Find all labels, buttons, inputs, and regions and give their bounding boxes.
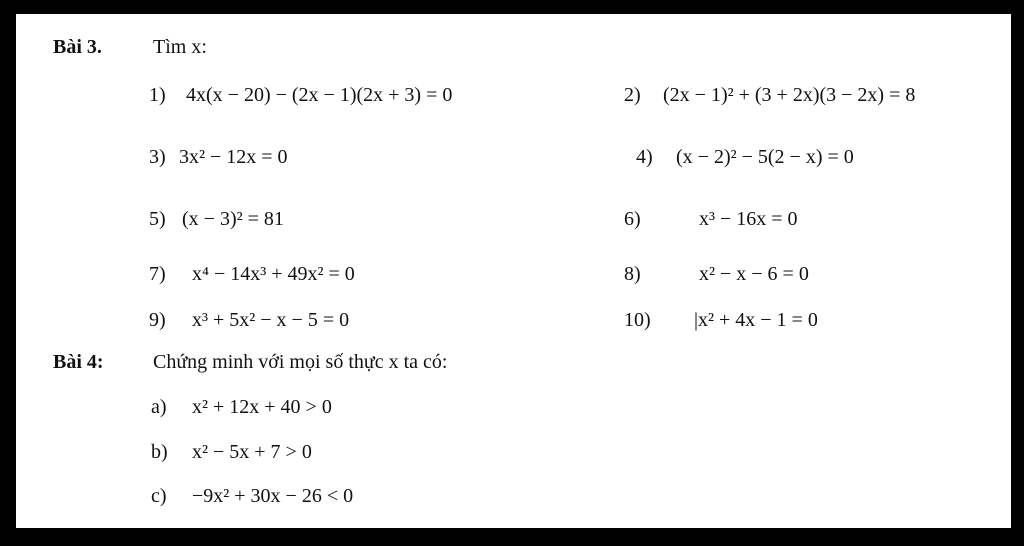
problem-expression: |x² + 4x − 1 = 0 bbox=[694, 309, 818, 331]
problem-expression: (x − 2)² − 5(2 − x) = 0 bbox=[676, 146, 854, 168]
exercise-3-heading: Bài 3. bbox=[53, 36, 102, 58]
problem-number: a) bbox=[151, 396, 167, 418]
problem-number: 2) bbox=[624, 84, 641, 106]
problem-expression: x² − x − 6 = 0 bbox=[699, 263, 809, 285]
problem-expression: x³ − 16x = 0 bbox=[699, 208, 798, 230]
exercise-3-instruction: Tìm x: bbox=[153, 36, 207, 58]
problem-number: c) bbox=[151, 485, 167, 507]
problem-number: 6) bbox=[624, 208, 641, 230]
problem-number: 9) bbox=[149, 309, 166, 331]
problem-expression: (2x − 1)² + (3 + 2x)(3 − 2x) = 8 bbox=[663, 84, 916, 106]
problem-expression: x² + 12x + 40 > 0 bbox=[192, 396, 332, 418]
problem-expression: x³ + 5x² − x − 5 = 0 bbox=[192, 309, 350, 331]
problem-expression: 3x² − 12x = 0 bbox=[179, 146, 288, 168]
problem-expression: −9x² + 30x − 26 < 0 bbox=[192, 485, 354, 507]
problem-expression: (x − 3)² = 81 bbox=[182, 208, 284, 230]
problem-number: 8) bbox=[624, 263, 641, 285]
problem-number: 4) bbox=[636, 146, 653, 168]
exercise-4-instruction: Chứng minh với mọi số thực x ta có: bbox=[153, 351, 448, 373]
problem-expression: 4x(x − 20) − (2x − 1)(2x + 3) = 0 bbox=[186, 84, 453, 106]
document-page bbox=[16, 14, 1011, 528]
problem-number: 1) bbox=[149, 84, 166, 106]
problem-number: 10) bbox=[624, 309, 651, 331]
problem-number: 3) bbox=[149, 146, 166, 168]
exercise-4-heading: Bài 4: bbox=[53, 351, 104, 373]
problem-number: b) bbox=[151, 441, 168, 463]
problem-number: 7) bbox=[149, 263, 166, 285]
problem-expression: x⁴ − 14x³ + 49x² = 0 bbox=[192, 263, 355, 285]
problem-expression: x² − 5x + 7 > 0 bbox=[192, 441, 312, 463]
problem-number: 5) bbox=[149, 208, 166, 230]
